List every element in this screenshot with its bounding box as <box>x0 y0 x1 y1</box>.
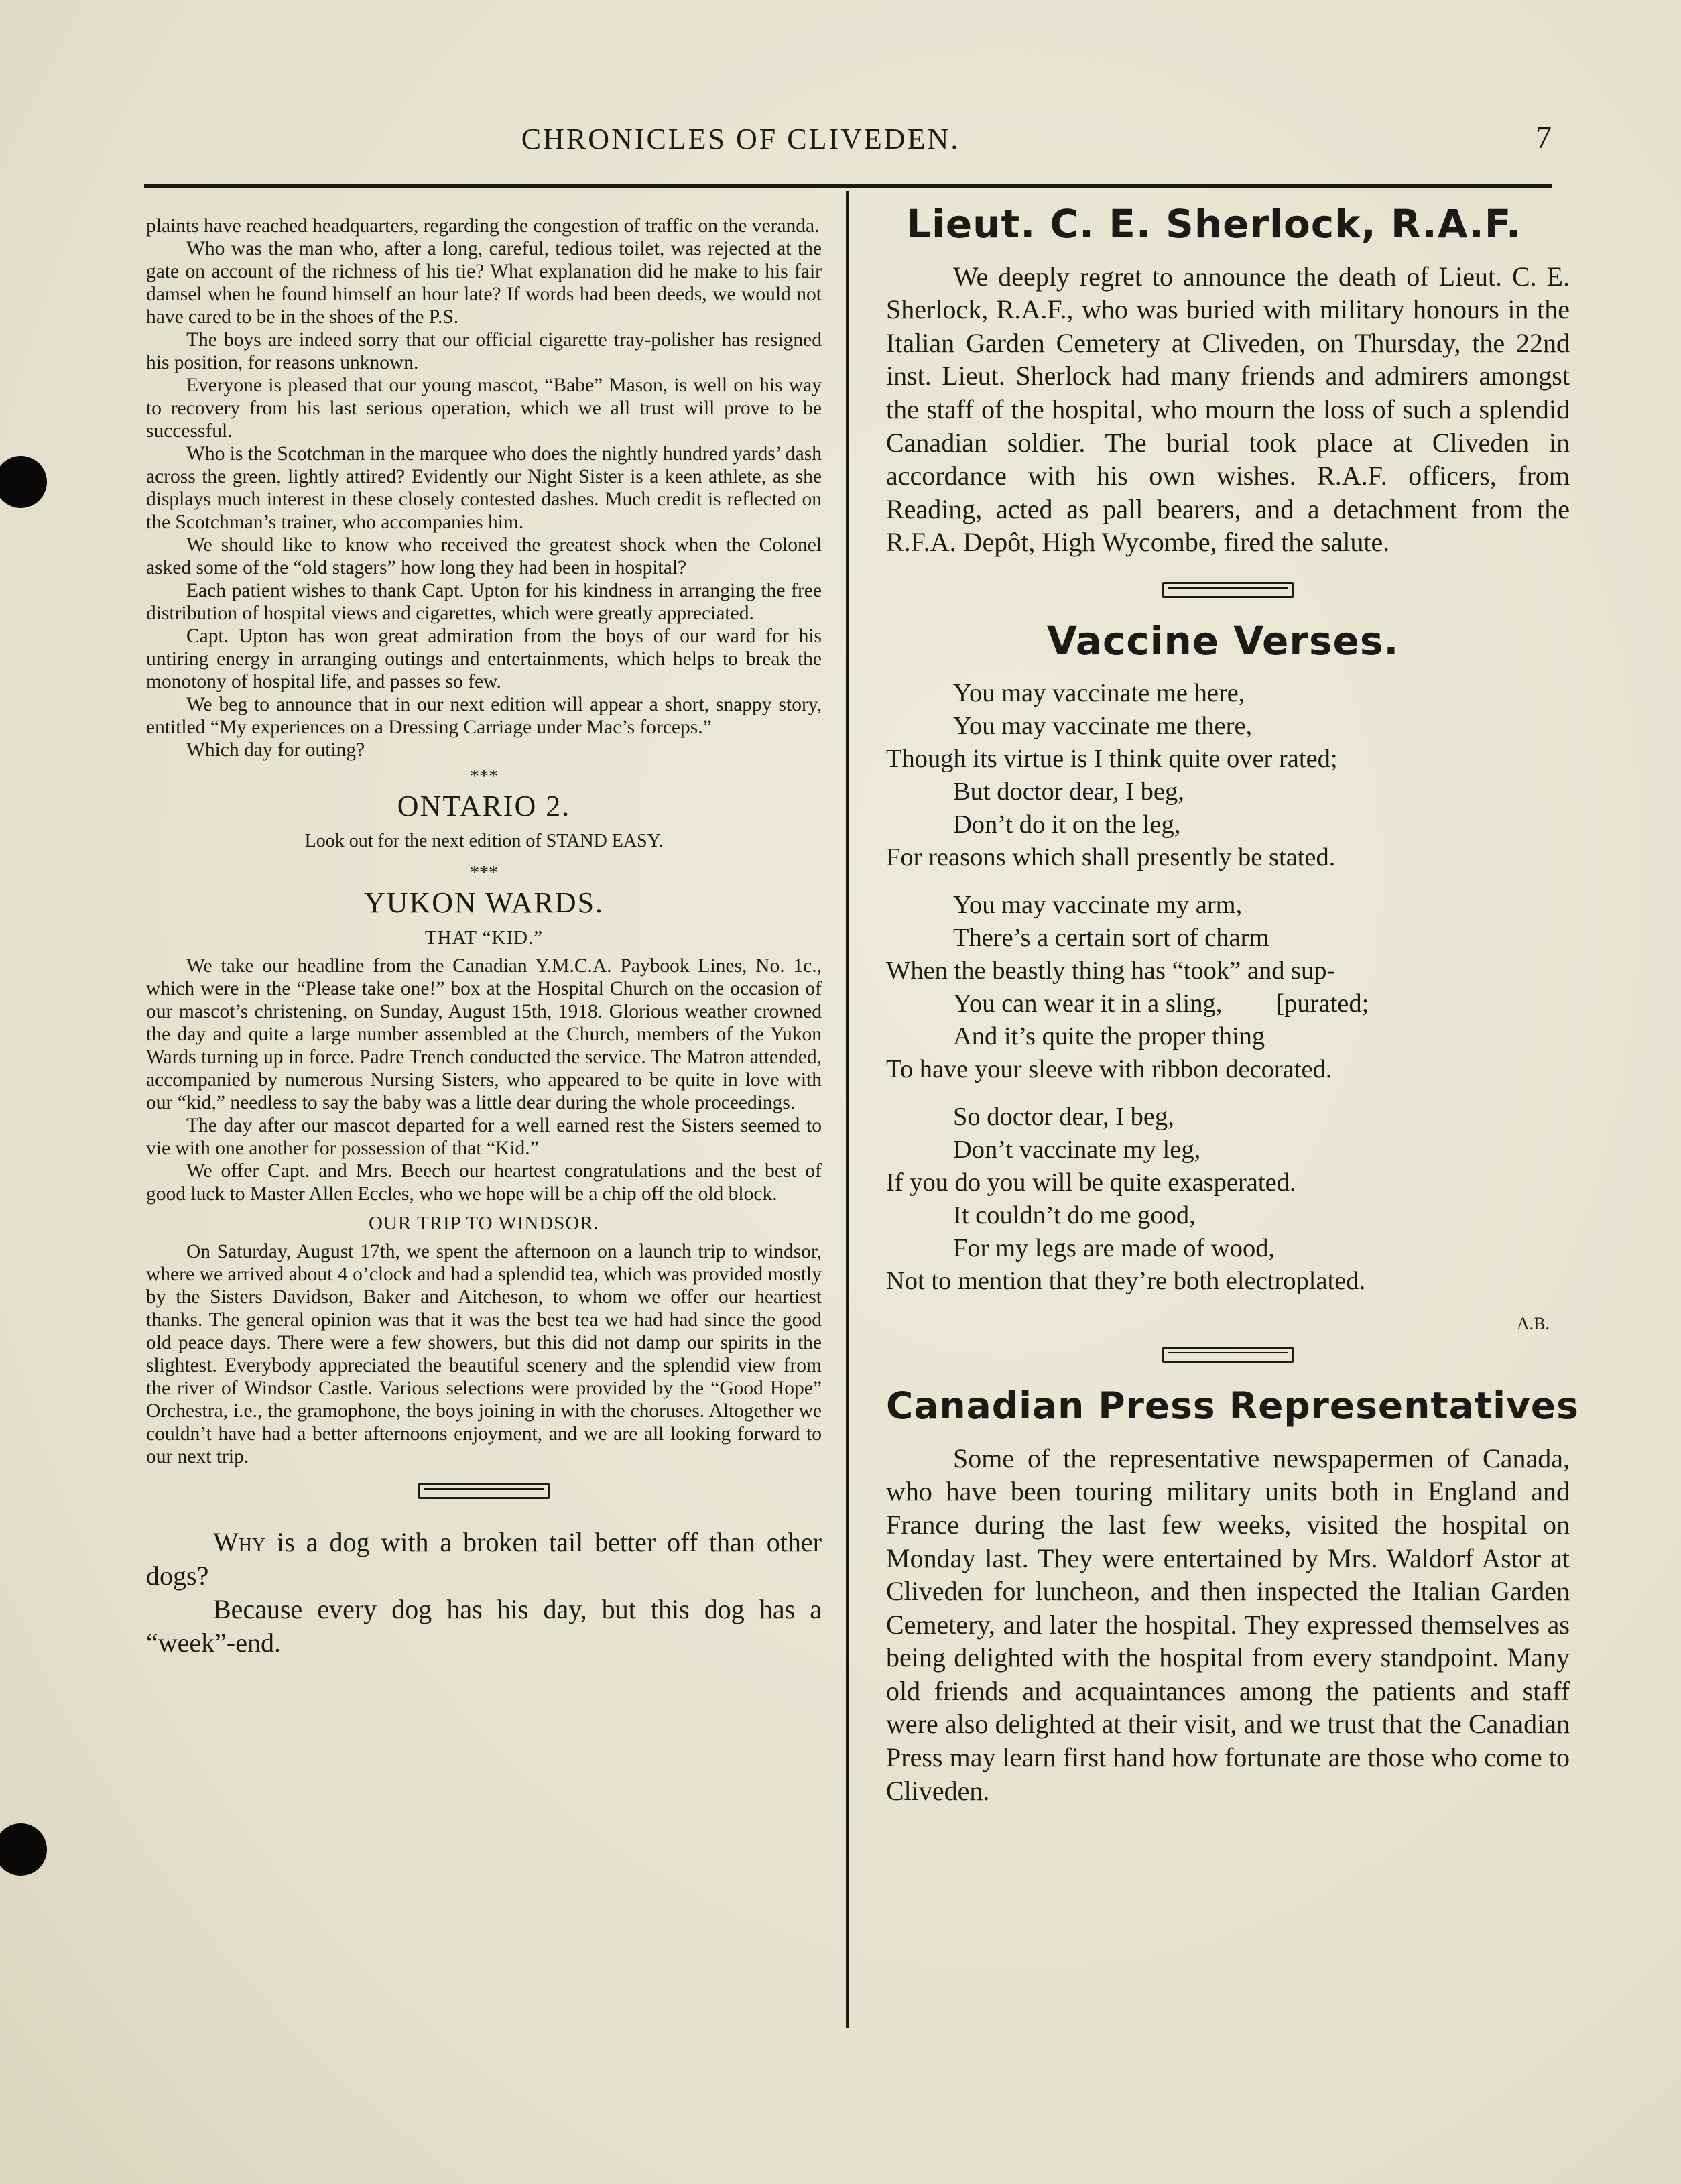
poem-stanza <box>886 677 1570 874</box>
section-title-yukon: YUKON WARDS. <box>363 886 605 919</box>
ornament-divider <box>418 1483 550 1499</box>
page-header <box>144 119 1552 166</box>
section-title-ontario: ONTARIO 2. <box>397 790 571 823</box>
paragraph: We beg to announce that in our next edition will appear a short, snappy story, entitled “My experiences on a Dressing Carriage under Mac’s forceps.” <box>146 694 822 738</box>
poem-line: For reasons which shall presently be stated. <box>886 843 1336 871</box>
left-column <box>146 215 822 2038</box>
subheading-windsor-trip: OUR TRIP TO WINDSOR. <box>369 1213 599 1234</box>
joke-question: is a dog with a broken tail better off than other dogs? <box>146 1527 822 1591</box>
paragraph: The boys are indeed sorry that our official cigarette tray-polisher has resigned his position, for reasons unknown. <box>146 329 822 373</box>
publication-title: CHRONICLES OF CLIVEDEN. <box>521 123 960 156</box>
headline-press: Canadian Press Representatives <box>886 1384 1579 1428</box>
poem-line: You may vaccinate my arm, <box>953 890 1243 919</box>
poem-line: Not to mention that they’re both electroplated. <box>886 1266 1366 1295</box>
poem-line: So doctor dear, I beg, <box>953 1102 1174 1131</box>
paragraph: Who was the man who, after a long, careful, tedious toilet, was rejected at the gate on account of the richness of his tie? What explanation did he make to his fair damsel when he found himself an hour late? If words had been deeds, we would not have cared to be in the shoes of the P.S. <box>146 238 822 328</box>
header-rule <box>144 184 1552 188</box>
paragraph: On Saturday, August 17th, we spent the afternoon on a launch trip to windsor, where we arrived about 4 o’clock and had a splendid tea, which was provided mostly by the Sisters Davidson, Baker and Aitcheson, to whom we offer our heartiest thanks. The general opinion was that it was the best tea we had had since the good old peace days. There were a few showers, but this did not damp our spirits in the slightest. Everybody appreciated the beautiful scenery and the splendid view from the river of Windsor Castle. Various selections were provided by the “Good Hope” Orchestra, i.e., the gramophone, the boys joining in with the choruses. Altogether we couldn’t have had a better afternoons enjoyment, and we are all looking forward to our next trip. <box>146 1241 822 1467</box>
paragraph: We deeply regret to announce the death of Lieut. C. E. Sherlock, R.A.F., who was buried with military honours in the Italian Garden Cemetery at Cliveden, on Thursday, the 22nd inst. Lieut. Sherlock had many friends and admirers amongst the staff of the hospital, who mourn the loss of such a splendid Canadian soldier. The burial took place at Cliveden in accordance with his own wishes. R.A.F. officers, from Reading, acted as pall bearers, and a detachment from the R.F.A. Depôt, High Wycombe, fired the salute. <box>886 261 1570 558</box>
subheading-kid: THAT “KID.” <box>424 927 544 949</box>
ornament-divider <box>1162 1347 1294 1363</box>
poem-turnover: [purated; <box>1275 989 1369 1018</box>
column-divider <box>846 191 849 2028</box>
poem-line-text: You can wear it in a sling, <box>953 989 1223 1018</box>
paragraph: Some of the representative newspapermen of Canada, who have been touring military units both in England and France during the last few weeks, visited the hospital on Monday last. They were entertained by Mrs. Waldorf Astor at Cliveden for luncheon, and then inspected the Italian Garden Cemetery, and later the hospital. They expressed themselves as being delighted with the hospital from every standpoint. Many old friends and acquaintances among the patients and staff were also delighted at their visit, and we trust that the Canadian Press may learn first hand how fortunate are those who come to Cliveden. <box>886 1443 1570 1806</box>
section-separator: *** <box>470 766 498 787</box>
poem-line: Don’t vaccinate my leg, <box>953 1135 1201 1164</box>
paragraph: The day after our mascot departed for a well earned rest the Sisters seemed to vie with one another for possession of that “Kid.” <box>146 1115 822 1159</box>
joke-answer: Because every dog has his day, but this dog has a “week”-end. <box>146 1594 822 1658</box>
paragraph: Each patient wishes to thank Capt. Upton for his kindness in arranging the free distribution of hospital views and cigarettes, which were greatly appreciated. <box>146 580 822 624</box>
joke <box>146 1526 822 1660</box>
headline-sherlock: Lieut. C. E. Sherlock, R.A.F. <box>906 201 1521 247</box>
poem-line: Though its virtue is I think quite over rated; <box>886 744 1338 773</box>
ornament-divider <box>1162 582 1294 598</box>
headline-vaccine: Vaccine Verses. <box>1047 617 1399 664</box>
poem-line: But doctor dear, I beg, <box>953 777 1184 806</box>
paragraph: We should like to know who received the greatest shock when the Colonel asked some of the “old stagers” how long they had been in hospital? <box>146 534 822 579</box>
punch-hole <box>0 1823 47 1876</box>
section-separator: *** <box>470 863 498 884</box>
paragraph: Who is the Scotchman in the marquee who does the nightly hundred yards’ dash across the green, lightly attired? Evidently our Night Sister is a keen athlete, as she displays much interest in these closely contested dashes. Much credit is reflected on the Scotchman’s trainer, who accompanies him. <box>146 443 822 533</box>
poem <box>886 677 1570 1298</box>
ontario-note: Look out for the next edition of STAND EASY. <box>304 831 664 851</box>
poem-line: There’s a certain sort of charm <box>953 923 1269 952</box>
poem-line: When the beastly thing has “took” and sup- <box>886 956 1336 985</box>
poem-line: You may vaccinate me here, <box>953 678 1245 707</box>
paragraph: Capt. Upton has won great admiration from the boys of our ward for his untiring energy in arranging outings and entertainments, which helps to break the monotony of hospital life, and passes so few. <box>146 625 822 692</box>
poem-signature: A.B. <box>1516 1313 1550 1333</box>
paragraph: Which day for outing? <box>186 739 365 761</box>
paragraph: We offer Capt. and Mrs. Beech our heartest congratulations and the best of good luck to Master Allen Eccles, who we hope will be a chip off the old block. <box>146 1160 822 1205</box>
poem-line: Don’t do it on the leg, <box>953 810 1181 839</box>
poem-line <box>886 987 1570 1020</box>
joke-question-lead: Why <box>213 1527 266 1557</box>
poem-line: To have your sleeve with ribbon decorated. <box>886 1054 1332 1083</box>
paragraph: plaints have reached headquarters, regarding the congestion of traffic on the veranda. <box>146 215 820 237</box>
poem-stanza <box>886 889 1570 1086</box>
poem-line: If you do you will be quite exasperated. <box>886 1168 1296 1197</box>
page-number: 7 <box>1536 120 1552 156</box>
poem-line: And it’s quite the proper thing <box>953 1022 1265 1050</box>
poem-line: For my legs are made of wood, <box>953 1233 1275 1262</box>
poem-line: You may vaccinate me there, <box>953 711 1253 740</box>
paragraph: Everyone is pleased that our young mascot, “Babe” Mason, is well on his way to recovery from his last serious operation, which we all trust will prove to be successful. <box>146 375 822 442</box>
poem-line: It couldn’t do me good, <box>953 1201 1196 1229</box>
punch-hole <box>0 456 47 508</box>
right-column <box>886 201 1579 2038</box>
poem-stanza <box>886 1101 1570 1298</box>
paragraph: We take our headline from the Canadian Y.M.C.A. Paybook Lines, No. 1c., which were in the “Please take one!” box at the Hospital Church on the occasion of our mascot’s christening, on Sunday, August 15th, 1918. Glorious weather crowned the day and quite a large number assembled at the Church, members of the Yukon Wards turning up in force. Padre Trench conducted the service. The Matron attended, accompanied by numerous Nursing Sisters, who appeared to be quite in love with our “kid,” needless to say the baby was a little dear during the whole proceedings. <box>146 955 822 1113</box>
